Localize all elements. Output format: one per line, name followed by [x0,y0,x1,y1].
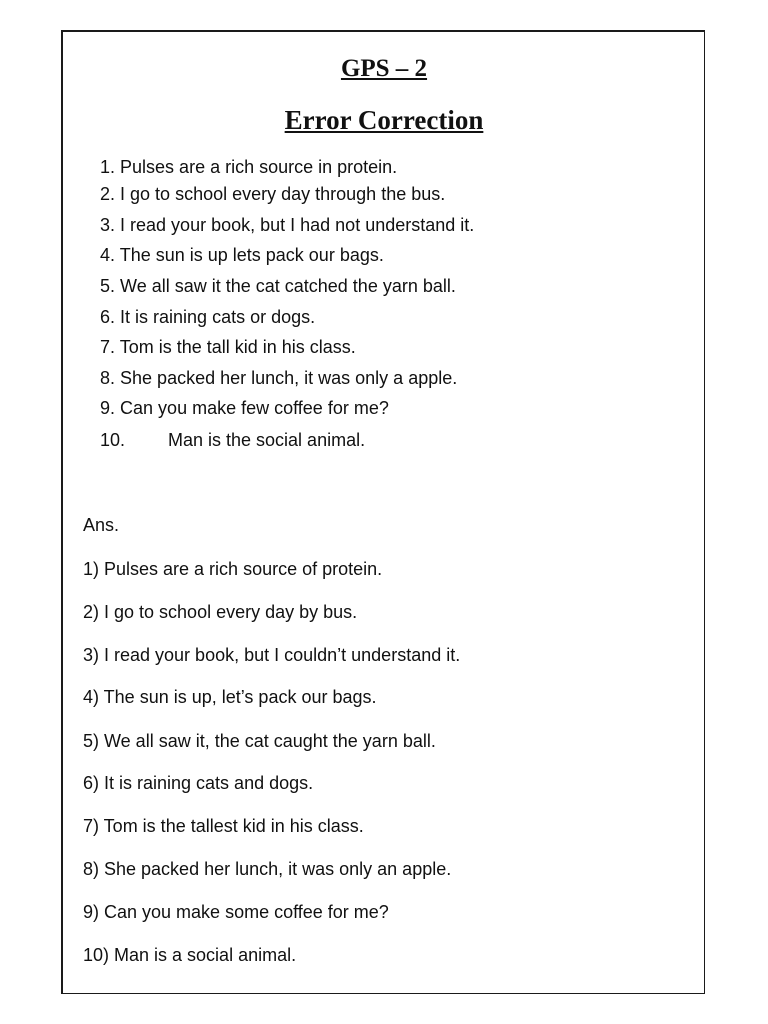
answer-item: 1) Pulses are a rich source of protein. [83,559,383,579]
question-item [100,306,315,328]
question-item [100,244,384,266]
answer-item: 10) Man is a social animal. [83,945,297,965]
question-number: 2. [100,184,116,204]
answer-item: 8) She packed her lunch, it was only an apple. [83,859,452,879]
question-item [100,429,365,451]
answer-item: 2) I go to school every day by bus. [83,602,358,622]
question-text: I read your book, but I had not understand it. [120,215,475,235]
question-text: Man is the social animal. [168,430,366,450]
question-number: 9. [100,398,116,418]
question-item [100,367,457,389]
question-text: It is raining cats or dogs. [120,307,316,327]
question-number: 1. [100,157,116,177]
question-text: We all saw it the cat catched the yarn ball. [120,276,456,296]
question-number: 7. [100,337,116,357]
question-text: I go to school every day through the bus. [120,184,446,204]
answer-item: 3) I read your book, but I couldn’t understand it. [83,645,461,665]
answer-item: 9) Can you make some coffee for me? [83,902,389,922]
question-item [100,336,356,358]
question-number: 5. [100,276,116,296]
question-number: 3. [100,215,116,235]
question-item [100,183,445,205]
question-number: 8. [100,368,116,388]
answers-heading: Ans. [83,515,120,535]
question-number: 6. [100,307,116,327]
answer-item: 4) The sun is up, let’s pack our bags. [83,687,377,707]
question-text: Can you make few coffee for me? [120,398,389,418]
question-item [100,275,456,297]
question-text: Pulses are a rich source in protein. [120,157,398,177]
question-item [100,214,474,236]
question-item [100,156,397,178]
question-text: The sun is up lets pack our bags. [119,245,384,265]
question-text: Tom is the tall kid in his class. [119,337,356,357]
answer-item: 6) It is raining cats and dogs. [83,773,314,793]
question-item [100,397,389,419]
page-title: GPS – 2 [340,55,428,82]
answer-item: 7) Tom is the tallest kid in his class. [83,816,364,836]
question-number: 4. [100,245,116,265]
page-subtitle: Error Correction [284,105,484,135]
question-number: 10. [100,430,126,450]
question-text: She packed her lunch, it was only a apple. [120,368,458,388]
answer-item: 5) We all saw it, the cat caught the yarn ball. [83,731,436,751]
